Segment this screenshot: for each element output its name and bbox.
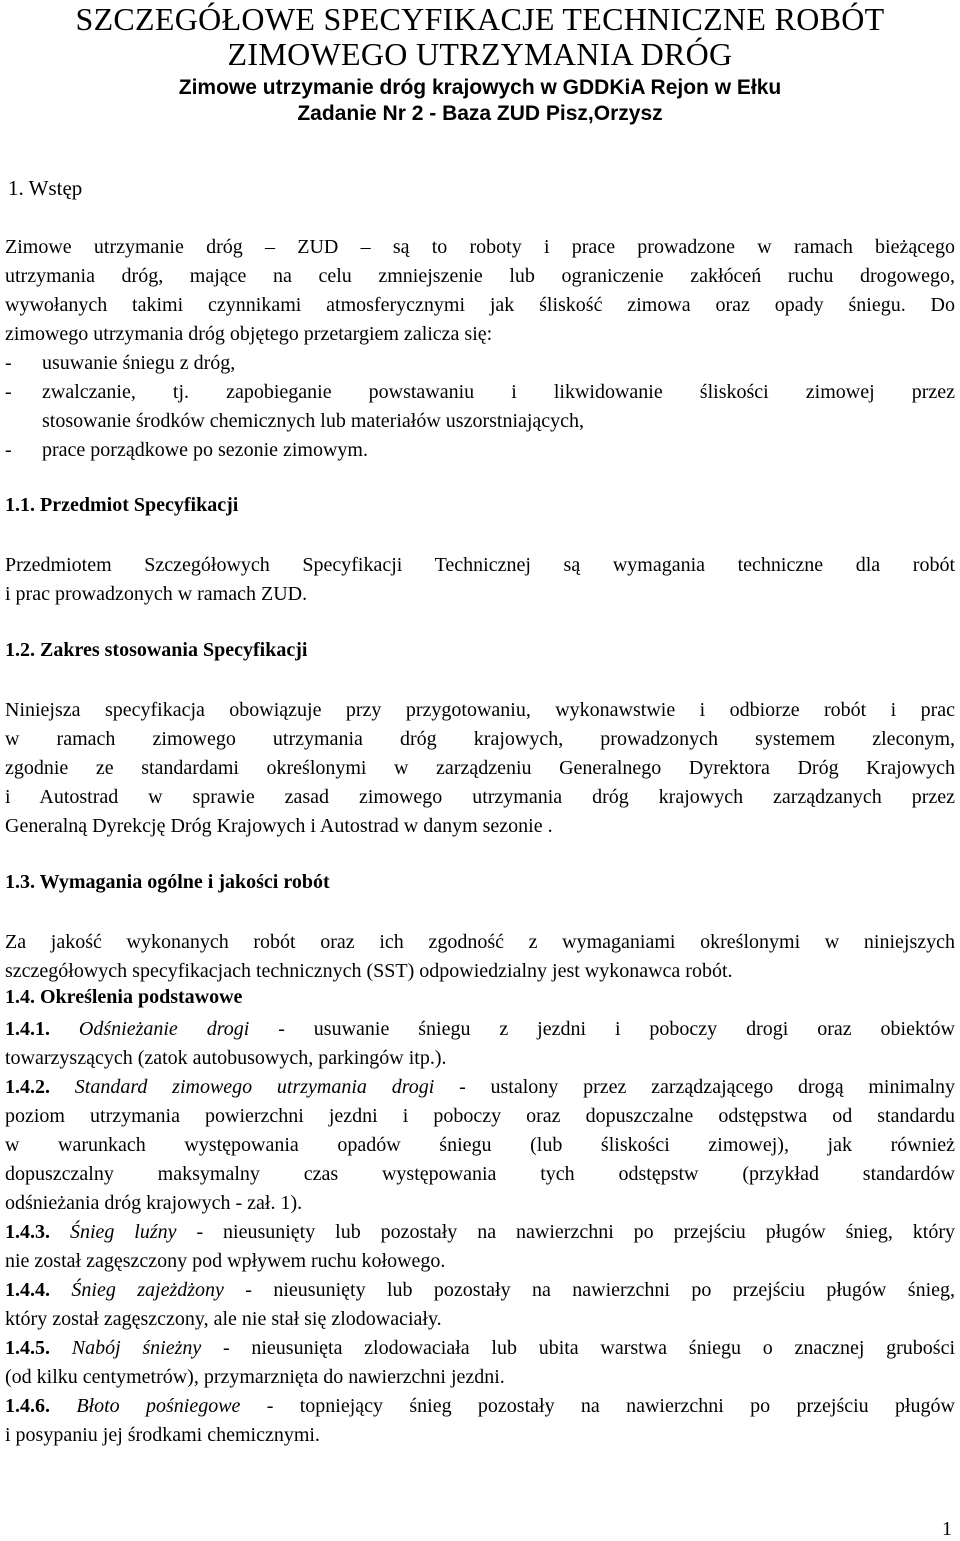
intro-line-1: Zimowe utrzymanie dróg – ZUD – są to roboty i prace prowadzone w ramach bieżącego xyxy=(5,236,955,258)
list-item xyxy=(5,436,955,465)
definition-line: który został zagęszczony, ale nie stał się zlodowaciały. xyxy=(5,1308,442,1330)
section-heading-1-2: 1.2. Zakres stosowania Specyfikacji xyxy=(5,639,308,661)
definition-line: nie został zagęszczony pod wpływem ruchu kołowego. xyxy=(5,1250,446,1272)
list-item-text: prace porządkowe po sezonie zimowym. xyxy=(42,439,368,461)
list-item-text: stosowanie środków chemicznych lub materiałów uszorstniających, xyxy=(42,410,585,432)
definition-text: - usuwanie śniegu z jezdni i poboczy drogi oraz obiektów xyxy=(249,1018,955,1040)
definition-line: towarzyszących (zatok autobusowych, parkingów itp.). xyxy=(5,1047,447,1069)
definition-term: Błoto pośniegowe xyxy=(76,1395,241,1417)
paragraph-line: Za jakość wykonanych robót oraz ich zgodność z wymaganiami określonymi w niniejszych xyxy=(5,931,955,953)
paragraph-line: szczegółowych specyfikacjach technicznych (SST) odpowiedzialny jest wykonawca robót. xyxy=(5,960,733,982)
section-heading-1-1: 1.1. Przedmiot Specyfikacji xyxy=(5,494,239,516)
definition-number: 1.4.1. xyxy=(5,1018,50,1040)
definition-1-4-1 xyxy=(5,1015,955,1073)
definition-text: - nieusunięty lub pozostały na nawierzchni po przejściu pługów śnieg, xyxy=(223,1279,955,1301)
section-1-1-paragraph xyxy=(5,551,955,609)
definition-number: 1.4.4. xyxy=(5,1279,50,1301)
section-1-3-paragraph xyxy=(5,928,955,986)
list-item-text: zwalczanie, tj. zapobieganie powstawaniu i likwidowanie śliskości zimowej przez xyxy=(42,381,955,403)
paragraph-line: w ramach zimowego utrzymania dróg krajowych, prowadzonych systemem zleconym, xyxy=(5,728,955,750)
definition-1-4-3 xyxy=(5,1218,955,1276)
definition-number: 1.4.3. xyxy=(5,1221,50,1243)
list-dash: - xyxy=(5,352,12,374)
section-heading-1-4: 1.4. Określenia podstawowe xyxy=(5,986,243,1008)
definition-line: poziom utrzymania powierzchni jezdni i poboczy oraz dopuszczalne odstępstwa od standardu xyxy=(5,1105,955,1127)
list-dash: - xyxy=(5,381,12,403)
definition-line: dopuszczalny maksymalny czas występowania tych odstępstw (przykład standardów xyxy=(5,1163,955,1185)
page-number: 1 xyxy=(942,1518,952,1540)
definition-text: - ustalony przez zarządzającego drogą minimalny xyxy=(434,1076,955,1098)
definition-term: Nabój śnieżny xyxy=(71,1337,202,1359)
definition-term: Odśnieżanie drogi xyxy=(78,1018,250,1040)
definition-term: Śnieg luźny xyxy=(69,1221,177,1243)
definition-number: 1.4.2. xyxy=(5,1076,50,1098)
section-1-2-paragraph xyxy=(5,696,955,841)
definition-1-4-4 xyxy=(5,1276,955,1334)
document-subtitle-2: Zadanie Nr 2 - Baza ZUD Pisz,Orzysz xyxy=(297,102,663,125)
definition-number: 1.4.6. xyxy=(5,1395,50,1417)
definition-text: - nieusunięta zlodowaciała lub ubita warstwa śniegu o znacznej grubości xyxy=(201,1337,955,1359)
list-dash: - xyxy=(5,439,12,461)
section-heading-1-3: 1.3. Wymagania ogólne i jakości robót xyxy=(5,871,330,893)
definition-1-4-6 xyxy=(5,1392,955,1450)
definition-line: i posypaniu jej środkami chemicznymi. xyxy=(5,1424,320,1446)
intro-paragraph xyxy=(5,233,955,349)
definition-line: (od kilku centymetrów), przymarznięta do nawierzchni jezdni. xyxy=(5,1366,505,1388)
intro-line-4: zimowego utrzymania dróg objętego przetargiem zalicza się: xyxy=(5,323,493,345)
document-subtitle-1: Zimowe utrzymanie dróg krajowych w GDDKiA Rejon w Ełku xyxy=(178,76,782,99)
list-item-text: usuwanie śniegu z dróg, xyxy=(42,352,236,374)
paragraph-line: i prac prowadzonych w ramach ZUD. xyxy=(5,583,308,605)
paragraph-line: zgodnie ze standardami określonymi w zarządzeniu Generalnego Dyrektora Dróg Krajowych xyxy=(5,757,955,779)
definition-line: odśnieżania dróg krajowych - zał. 1). xyxy=(5,1192,303,1214)
paragraph-line: i Autostrad w sprawie zasad zimowego utrzymania dróg krajowych zarządzanych przez xyxy=(5,786,955,808)
list-item xyxy=(5,378,955,432)
section-heading-intro: 1. Wstęp xyxy=(8,176,83,200)
definition-number: 1.4.5. xyxy=(5,1337,50,1359)
definition-line: w warunkach występowania opadów śniegu (lub śliskości zimowej), jak również xyxy=(5,1134,955,1156)
definition-term: Śnieg zajeżdżony xyxy=(71,1279,224,1301)
paragraph-line: Niniejsza specyfikacja obowiązuje przy przygotowaniu, wykonawstwie i odbiorze robót i prac xyxy=(5,699,955,721)
list-item xyxy=(5,349,955,378)
paragraph-line: Przedmiotem Szczegółowych Specyfikacji Technicznej są wymagania techniczne dla robót xyxy=(5,554,955,576)
intro-line-3: wywołanych takimi czynnikami atmosferycznymi jak śliskość zimowa oraz opady śniegu. Do xyxy=(5,294,955,316)
document-header xyxy=(0,2,960,127)
document-title-line-2: ZIMOWEGO UTRZYMANIA DRÓG xyxy=(227,36,733,72)
definition-text: - topniejący śnieg pozostały na nawierzchni po przejściu pługów xyxy=(240,1395,955,1417)
definition-term: Standard zimowego utrzymania drogi xyxy=(74,1076,435,1098)
definition-text: - nieusunięty lub pozostały na nawierzchni po przejściu pługów śnieg, który xyxy=(176,1221,955,1243)
definition-1-4-2 xyxy=(5,1073,955,1218)
paragraph-line: Generalną Dyrekcję Dróg Krajowych i Autostrad w danym sezonie . xyxy=(5,815,553,837)
document-title-line-1: SZCZEGÓŁOWE SPECYFIKACJE TECHNICZNE ROBÓT xyxy=(75,1,885,37)
intro-line-2: utrzymania dróg, mające na celu zmniejszenie lub ograniczenie zakłóceń ruchu drogowego, xyxy=(5,265,955,287)
definition-1-4-5 xyxy=(5,1334,955,1392)
